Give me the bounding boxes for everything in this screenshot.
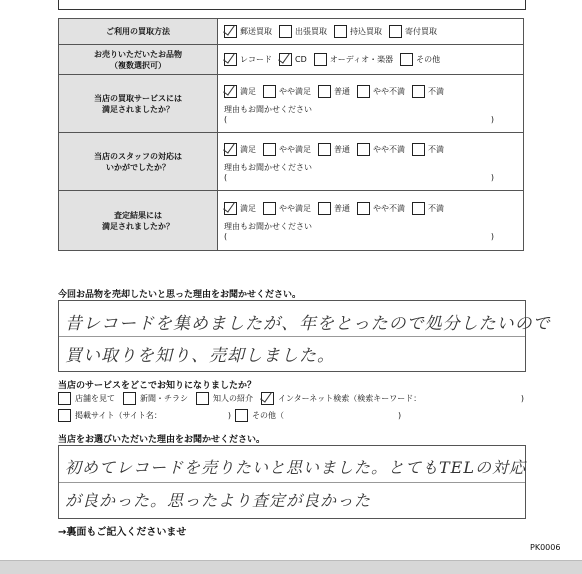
survey-options bbox=[224, 84, 517, 100]
survey-option[interactable] bbox=[400, 53, 440, 66]
checkbox[interactable] bbox=[196, 392, 209, 405]
top-table-edge bbox=[58, 0, 526, 10]
survey-option-label: 持込買取 bbox=[350, 27, 382, 36]
reason-prompt: 理由もお聞かせください bbox=[224, 104, 312, 114]
back-side-note: →裏面もご記入くださいませ bbox=[58, 527, 187, 538]
survey-option-label: 満足 bbox=[240, 87, 256, 96]
reason-choose-handwriting-line2: が良かった。思ったより査定が良かった bbox=[65, 491, 372, 510]
survey-question: 当店のスタッフの対応は いかがでしたか？ bbox=[59, 133, 218, 191]
survey-row bbox=[59, 191, 524, 251]
survey-option-label: 満足 bbox=[240, 145, 256, 154]
survey-option-label: 満足 bbox=[240, 204, 256, 213]
survey-option-label: 寄付買取 bbox=[405, 27, 437, 36]
source-row-1 bbox=[58, 392, 524, 405]
source-option-label: 店舗を見て bbox=[75, 394, 115, 403]
survey-answer-cell bbox=[218, 45, 524, 75]
survey-option-label: やや満足 bbox=[279, 204, 311, 213]
survey-row bbox=[59, 45, 524, 75]
survey-option-label: その他 bbox=[416, 55, 441, 64]
checked-checkbox[interactable] bbox=[279, 53, 292, 66]
page-bottom-band bbox=[0, 560, 582, 574]
survey-option-label: 普通 bbox=[334, 87, 350, 96]
reason-sell-answer-box bbox=[58, 300, 551, 372]
reason-sell-handwriting-line1: 昔レコードを集めましたが、年をとったので処分したいので bbox=[65, 314, 551, 334]
survey-option[interactable] bbox=[279, 53, 307, 66]
survey-options bbox=[224, 142, 517, 158]
source-option-label: インターネット検索（検索キーワード： bbox=[278, 394, 422, 403]
reason-choose-answer-box bbox=[58, 445, 526, 519]
checkbox[interactable] bbox=[314, 53, 327, 66]
survey-option[interactable] bbox=[357, 202, 405, 215]
checked-checkbox[interactable] bbox=[224, 53, 237, 66]
reason-choose-handwriting-line1: 初めてレコードを売りたいと思いました。とてもTELの対応 bbox=[65, 458, 526, 477]
checkbox[interactable] bbox=[263, 202, 276, 215]
survey-option-label: やや不満 bbox=[373, 145, 405, 154]
survey-option-label: 普通 bbox=[334, 204, 350, 213]
checked-checkbox[interactable] bbox=[224, 25, 237, 38]
survey-options bbox=[224, 201, 517, 217]
checked-checkbox[interactable] bbox=[224, 202, 237, 215]
survey-question: ご利用の買取方法 bbox=[59, 19, 218, 45]
survey-answer-cell bbox=[218, 75, 524, 133]
checked-checkbox[interactable] bbox=[261, 392, 274, 405]
survey-option[interactable] bbox=[224, 202, 256, 215]
source-site-close: ) bbox=[227, 411, 232, 420]
survey-option[interactable] bbox=[263, 143, 311, 156]
source-label-site: 掲載サイト（サイト名： bbox=[75, 411, 162, 420]
survey-option[interactable] bbox=[224, 53, 272, 66]
checkbox[interactable] bbox=[58, 392, 71, 405]
survey-option[interactable] bbox=[263, 202, 311, 215]
survey-table bbox=[58, 18, 524, 251]
survey-answer-cell bbox=[218, 19, 524, 45]
survey-option[interactable] bbox=[224, 25, 272, 38]
paren-close: ) bbox=[490, 231, 494, 241]
checkbox[interactable] bbox=[279, 25, 292, 38]
survey-question: お売りいただいたお品物 （複数選択可） bbox=[59, 45, 218, 75]
checkbox[interactable] bbox=[357, 143, 370, 156]
survey-options bbox=[224, 52, 517, 68]
form-code: PK0006 bbox=[530, 543, 561, 552]
source-title: 当店のサービスをどこでお知りになりましたか？ bbox=[58, 381, 257, 391]
survey-option-label: やや不満 bbox=[373, 204, 405, 213]
survey-row bbox=[59, 75, 524, 133]
reason-sell-handwriting-line2: 買い取りを知り、売却しました。 bbox=[65, 346, 335, 366]
survey-row bbox=[59, 19, 524, 45]
survey-option[interactable] bbox=[224, 143, 256, 156]
checkbox[interactable] bbox=[412, 143, 425, 156]
survey-option-label: 出張買取 bbox=[295, 27, 327, 36]
source-checkbox-site[interactable] bbox=[58, 409, 71, 422]
paren-close: ) bbox=[490, 172, 494, 182]
survey-option[interactable] bbox=[412, 85, 444, 98]
survey-option-label: オーディオ・楽器 bbox=[329, 55, 394, 64]
source-checkbox-other[interactable] bbox=[235, 409, 248, 422]
survey-option[interactable] bbox=[412, 143, 444, 156]
survey-option[interactable] bbox=[412, 202, 444, 215]
survey-option[interactable] bbox=[318, 202, 350, 215]
answer-guide-line bbox=[59, 482, 525, 483]
reason-choose-title: 当店をお選びいただいた理由をお聞かせください。 bbox=[58, 435, 266, 445]
source-other-close: ) bbox=[398, 411, 402, 420]
reason-prompt: 理由もお聞かせください bbox=[224, 221, 312, 231]
survey-option[interactable] bbox=[357, 85, 405, 98]
checkbox[interactable] bbox=[334, 25, 347, 38]
survey-option-label: やや満足 bbox=[279, 87, 311, 96]
source-keyword-close: ) bbox=[520, 394, 524, 403]
survey-option-label: 郵送買取 bbox=[240, 27, 272, 36]
reason-input-field[interactable] bbox=[224, 232, 494, 241]
checkbox[interactable] bbox=[412, 202, 425, 215]
source-option-label: 新聞・チラシ bbox=[140, 394, 188, 403]
survey-option[interactable] bbox=[334, 25, 382, 38]
survey-option[interactable] bbox=[314, 53, 393, 66]
checkbox[interactable] bbox=[400, 53, 413, 66]
checkbox[interactable] bbox=[357, 202, 370, 215]
survey-option[interactable] bbox=[263, 85, 311, 98]
survey-option[interactable] bbox=[389, 25, 437, 38]
survey-answer-cell bbox=[218, 191, 524, 251]
reason-prompt: 理由もお聞かせください bbox=[224, 162, 312, 172]
survey-row bbox=[59, 133, 524, 191]
checked-checkbox[interactable] bbox=[224, 143, 237, 156]
checkbox[interactable] bbox=[357, 85, 370, 98]
source-option-label: 知人の紹介 bbox=[213, 394, 253, 403]
survey-option-label: レコード bbox=[240, 55, 272, 64]
survey-option-label: 不満 bbox=[428, 87, 444, 96]
survey-option-label: 普通 bbox=[334, 145, 350, 154]
reason-sell-title: 今回お品物を売却したいと思った理由をお聞かせください。 bbox=[58, 290, 302, 300]
survey-options bbox=[224, 24, 517, 40]
checkbox[interactable] bbox=[263, 143, 276, 156]
checkbox[interactable] bbox=[389, 25, 402, 38]
answer-guide-line bbox=[59, 336, 525, 337]
survey-option-label: CD bbox=[295, 55, 307, 64]
survey-option-label: 不満 bbox=[428, 145, 444, 154]
survey-option[interactable] bbox=[279, 25, 327, 38]
reason-input-field[interactable] bbox=[224, 115, 494, 124]
survey-option-label: やや満足 bbox=[279, 145, 311, 154]
survey-option[interactable] bbox=[224, 85, 256, 98]
survey-option[interactable] bbox=[318, 143, 350, 156]
survey-question: 査定結果には 満足されましたか？ bbox=[59, 191, 218, 251]
paren-open: ( bbox=[224, 114, 228, 124]
checkbox[interactable] bbox=[263, 85, 276, 98]
reason-input-field[interactable] bbox=[224, 173, 494, 182]
checkbox[interactable] bbox=[318, 85, 331, 98]
checkbox[interactable] bbox=[412, 85, 425, 98]
checkbox[interactable] bbox=[318, 202, 331, 215]
survey-answer-cell bbox=[218, 133, 524, 191]
source-label-other: その他（ bbox=[252, 411, 285, 420]
survey-option-label: やや不満 bbox=[373, 87, 405, 96]
survey-question: 当店の買取サービスには 満足されましたか？ bbox=[59, 75, 218, 133]
survey-option[interactable] bbox=[318, 85, 350, 98]
survey-option-label: 不満 bbox=[428, 204, 444, 213]
paren-open: ( bbox=[224, 231, 228, 241]
survey-option[interactable] bbox=[357, 143, 405, 156]
checked-checkbox[interactable] bbox=[224, 85, 237, 98]
paren-close: ) bbox=[490, 114, 494, 124]
paren-open: ( bbox=[224, 172, 228, 182]
checkbox[interactable] bbox=[123, 392, 136, 405]
checkbox[interactable] bbox=[318, 143, 331, 156]
source-row-2 bbox=[58, 409, 524, 422]
